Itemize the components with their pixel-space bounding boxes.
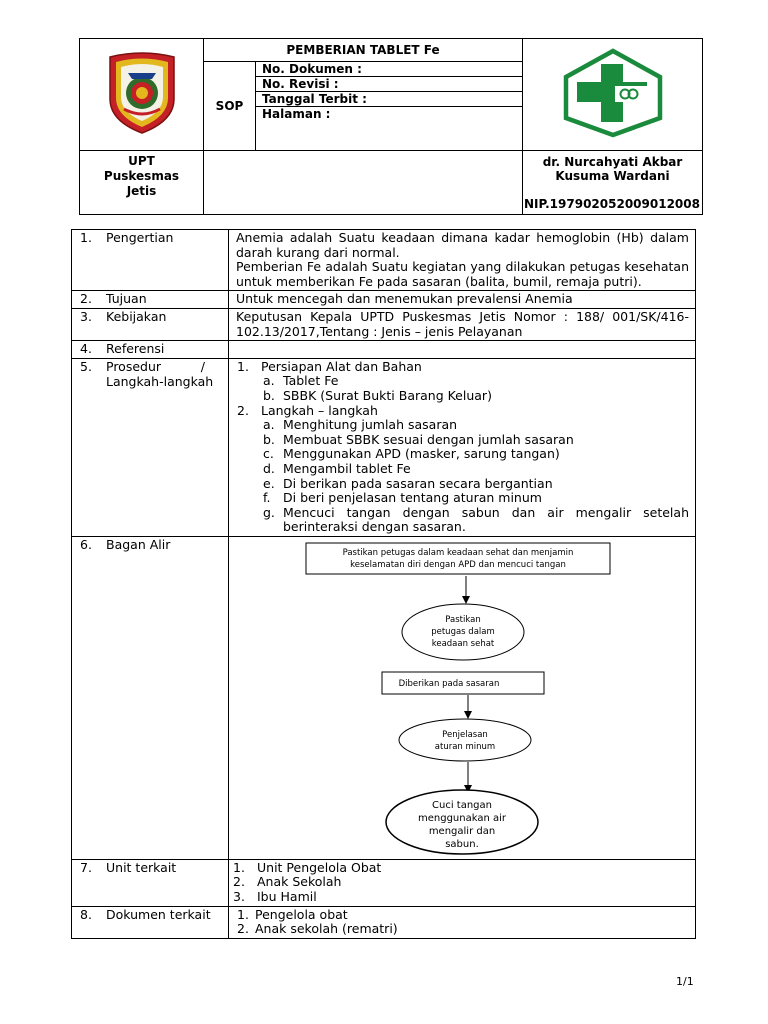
document-fields [256,62,523,151]
list-item [233,890,689,905]
item-text: Di berikan pada sasaran secara bergantian [283,475,553,491]
section-number: 2. [237,402,249,418]
unit-line: Puskesmas [103,169,180,183]
referensi-content [229,341,696,359]
item-letter: e. [263,475,275,491]
flow-ellipse-sehat-line: keadaan sehat [431,638,495,649]
paragraph: Anemia adalah Suatu keadaan dimana kadar hemoglobin (Hb) dalam darah kurang dari normal. [236,230,689,260]
item-letter: c. [263,446,274,462]
item-letter: d. [263,460,275,476]
tujuan-content: Untuk mencegah dan menemukan prevalensi Anemia [229,291,696,309]
list-item [263,389,689,404]
list-item [237,922,689,937]
item-number: 2. [237,921,249,937]
row-pengertian [72,230,696,291]
flow-box-diberikan-label: Diberikan pada sasaran [398,678,500,689]
row-number: 4. [80,341,92,357]
list-item [263,491,689,506]
kebijakan-content: Keputusan Kepala UPTD Puskesmas Jetis Nomor : 188/ 001/SK/416-102.13/2017,Tentang : Jenis – jenis Pelayanan [229,308,696,340]
list-item [263,506,689,535]
row-label: Kebijakan [106,308,167,324]
flowchart-cell [229,536,696,859]
item-letter: a. [263,373,275,389]
item-text: Ibu Hamil [257,889,317,905]
row-bagan-alir [72,536,696,859]
item-number: 1. [233,859,245,875]
empty-cell [204,151,523,215]
flow-ellipse-cuci-line: Cuci tangan [432,799,492,811]
section-title: Persiapan Alat dan Bahan [261,358,422,374]
flow-box-start-line: Pastikan petugas dalam keadaan sehat dan menjamin [342,547,574,558]
row-label: Prosedur / [106,358,205,374]
row-label-continued: Langkah-langkah [106,374,214,390]
section-title: Langkah – langkah [261,402,378,418]
pengertian-content [229,230,696,291]
page-number: 1/1 [676,975,694,988]
flowchart-diagram [229,537,695,859]
section-langkah [237,404,689,419]
item-text: Di beri penjelasan tentang aturan minum [283,490,542,506]
item-text: Menghitung jumlah sasaran [283,417,458,433]
field-no-revisi: No. Revisi : [256,77,522,92]
row-unit-terkait [72,859,696,906]
unit-terkait-content [229,859,696,906]
item-text: Mengambil tablet Fe [283,460,411,476]
prosedur-content [229,358,696,536]
regency-seal-icon [102,51,182,135]
sop-title: PEMBERIAN TABLET Fe [204,39,523,62]
list-item [263,418,689,433]
row-number: 6. [80,536,92,552]
row-number: 8. [80,906,92,922]
list-item [237,908,689,923]
item-text: Unit Pengelola Obat [257,859,382,875]
item-text: Pengelola obat [255,906,348,922]
row-number: 5. [80,358,92,374]
flow-ellipse-cuci-line: sabun. [445,838,479,850]
item-letter: a. [263,417,275,433]
unit-line: Jetis [126,184,157,198]
item-letter: b. [263,431,275,447]
sop-content-table [71,229,696,939]
item-text: Mencuci tangan dengan sabun dan air mengalir setelah berinteraksi dengan sasaran. [283,504,689,535]
item-letter: g. [263,504,275,520]
flow-ellipse-aturan [399,719,531,761]
row-dokumen-terkait [72,906,696,938]
list-item [263,447,689,462]
field-no-dokumen: No. Dokumen : [256,62,522,77]
field-halaman: Halaman : [262,107,331,121]
row-number: 7. [80,859,92,875]
item-number: 2. [233,874,245,890]
unit-line: UPT [128,154,155,168]
row-label: Tujuan [106,291,147,307]
item-number: 1. [237,906,249,922]
unit-name [80,151,204,215]
flow-ellipse-aturan-line: Penjelasan [442,729,488,740]
section-number: 1. [237,358,249,374]
flow-ellipse-cuci-line: mengalir dan [428,825,496,837]
row-label: Unit terkait [106,859,177,875]
puskesmas-logo-cell [523,39,703,151]
row-number: 2. [80,291,92,307]
flow-ellipse-aturan-line: aturan minum [434,741,496,752]
item-text: SBBK (Surat Bukti Barang Keluar) [283,387,492,403]
list-item [263,477,689,492]
signatory-nip: NIP.197902052009012008 [524,197,700,211]
list-item [263,462,689,477]
paragraph: Pemberian Fe adalah Suatu kegiatan yang dilakukan petugas kesehatan untuk memberikan Fe pada sasaran (balita, bumil, remaja putri). [236,259,689,289]
flow-ellipse-cuci-line: menggunakan air [417,812,507,824]
list-item [233,875,689,890]
item-text: Tablet Fe [283,373,339,389]
row-number: 1. [80,230,92,245]
row-label: Dokumen terkait [106,906,211,922]
flow-ellipse-sehat-line: Pastikan [445,614,481,625]
item-number: 3. [233,889,245,905]
flow-box-start-line: keselamatan diri dengan APD dan mencuci tangan [350,559,566,570]
item-text: Membuat SBBK sesuai dengan jumlah sasaran [283,431,574,447]
row-label: Pengertian [106,230,174,245]
list-item [233,861,689,876]
dokumen-terkait-content [229,906,696,938]
field-tanggal-terbit: Tanggal Terbit : [256,92,522,107]
list-item [263,374,689,389]
row-kebijakan [72,308,696,340]
row-label: Bagan Alir [106,536,171,552]
signatory-block [523,151,703,215]
list-item [263,433,689,448]
row-number: 3. [80,308,92,324]
signatory-name-line: dr. Nurcahyati Akbar [542,155,683,169]
section-persiapan [237,360,689,375]
item-text: Menggunakan APD (masker, sarung tangan) [283,446,560,462]
row-prosedur [72,358,696,536]
flow-ellipse-sehat-line: petugas dalam [431,626,495,637]
row-tujuan [72,291,696,309]
item-letter: f. [263,490,271,506]
item-text: Anak Sekolah [257,874,342,890]
item-letter: b. [263,387,275,403]
regency-seal-cell [80,39,204,151]
item-text: Anak sekolah (rematri) [255,921,398,937]
row-referensi [72,341,696,359]
signatory-name-line: Kusuma Wardani [555,169,670,183]
sop-header-table [79,38,703,215]
sop-label: SOP [204,62,256,151]
puskesmas-logo-icon [561,48,665,138]
row-label: Referensi [106,341,165,357]
